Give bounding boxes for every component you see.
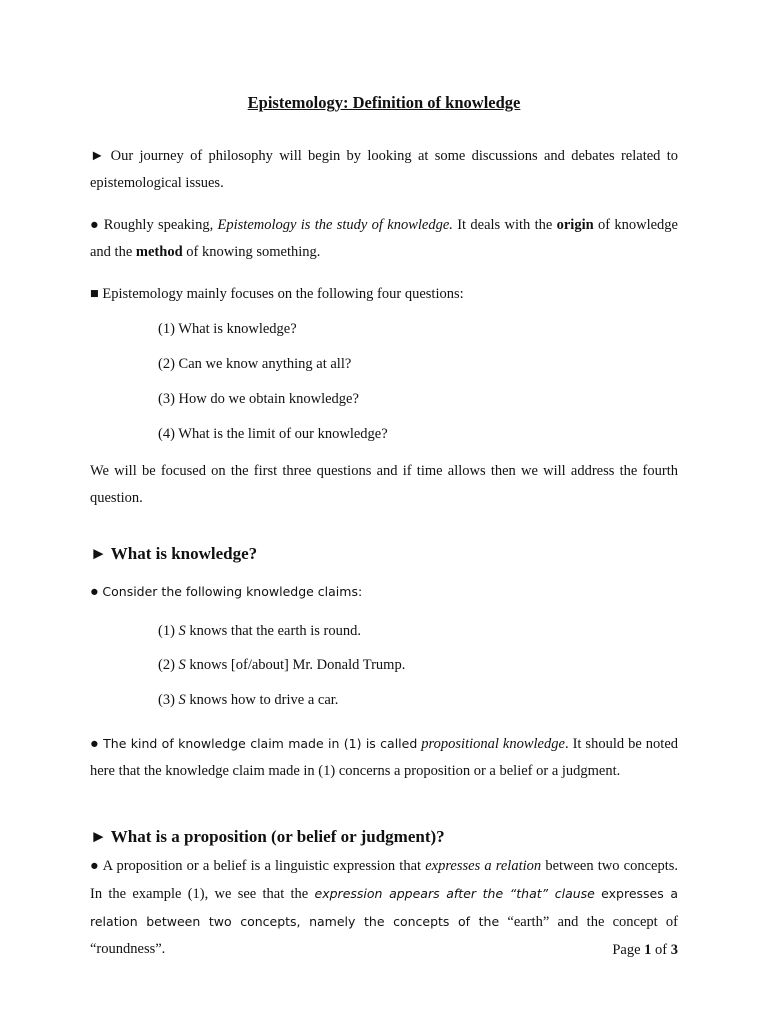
scope-paragraph: We will be focused on the first three questions and if time allows then we will address the fourth question. [90, 463, 678, 506]
definition-paragraph [90, 212, 678, 266]
propositional-italic: propositional knowledge [421, 736, 565, 752]
definition-text-post: of knowing something. [186, 244, 321, 260]
focus-paragraph [90, 281, 678, 308]
intro-paragraph [90, 143, 678, 197]
claim-item [158, 621, 361, 641]
proposition-italic: expresses a relation [425, 858, 542, 874]
proposition-paragraph [90, 853, 678, 963]
dot-bullet-icon: ● [90, 736, 100, 752]
claim-number: (1) [158, 623, 175, 639]
definition-italic: Epistemology is the study of knowledge. [217, 217, 453, 233]
proposition-end: . [161, 941, 166, 957]
claims-intro [90, 578, 678, 606]
intro-text: Our journey of philosophy will begin by looking at some discussions and debates related to epistemological issues. [90, 148, 678, 191]
claim-item [158, 690, 338, 710]
focus-text: Epistemology mainly focuses on the following four questions: [102, 286, 464, 302]
question-item: (4) What is the limit of our knowledge? [158, 426, 388, 442]
propositional-text-pre: The kind of knowledge claim made in (1) is called [103, 736, 418, 751]
claim-subject: S [178, 657, 186, 673]
dot-bullet-icon: ● [90, 584, 99, 600]
propositional-text-post: . It should be noted here that the knowledge claim made in (1) concerns a proposition or a belief or a judgment. [90, 736, 679, 779]
roundness-quote: “roundness” [90, 941, 162, 957]
current-page-number: 1 [644, 942, 652, 958]
proposition-text-mid2: expresses a relation between two concepts, namely the concepts of the [90, 886, 679, 929]
proposition-text-mid: between two concepts. In the example (1), we see that the [90, 858, 679, 902]
dot-bullet-icon: ● [90, 858, 100, 874]
claim-item [158, 655, 405, 675]
claim-text: knows that the earth is round. [189, 623, 361, 639]
question-item: (3) How do we obtain knowledge? [158, 391, 359, 407]
claim-number: (2) [158, 657, 175, 673]
claim-text: knows [of/about] Mr. Donald Trump. [189, 657, 406, 673]
arrow-bullet-icon: ► [90, 148, 105, 164]
footer-page-word: Page [612, 942, 641, 958]
page-footer [612, 942, 678, 959]
proposition-text-mid3: and the concept of [557, 914, 679, 930]
section-heading-knowledge: ► What is knowledge? [90, 544, 258, 563]
origin-bold: origin [556, 217, 594, 233]
question-item: (1) What is knowledge? [158, 321, 297, 337]
claim-subject: S [178, 623, 186, 639]
definition-text-mid2: of knowledge and the [90, 217, 678, 260]
page-title: Epistemology: Definition of knowledge [247, 93, 521, 112]
method-bold: method [135, 244, 183, 260]
question-item: (2) Can we know anything at all? [158, 356, 352, 372]
dot-bullet-icon: ● [90, 217, 100, 233]
proposition-italic-clause: expression appears after the “that” clause [314, 886, 595, 901]
claim-text: knows how to drive a car. [189, 692, 339, 708]
total-page-count: 3 [670, 942, 678, 958]
square-bullet-icon: ■ [90, 286, 99, 302]
definition-text-mid: It deals with the [457, 217, 553, 233]
footer-of-word: of [655, 942, 668, 958]
section-heading-proposition: ► What is a proposition (or belief or judgment)? [90, 827, 445, 846]
proposition-text-pre: A proposition or a belief is a linguistic expression that [102, 858, 422, 874]
definition-text-pre: Roughly speaking, [103, 217, 214, 233]
claim-subject: S [178, 692, 186, 708]
earth-quote: “earth” [507, 914, 550, 930]
claim-number: (3) [158, 692, 175, 708]
propositional-paragraph [90, 730, 678, 785]
claims-intro-text: Consider the following knowledge claims: [102, 584, 363, 599]
